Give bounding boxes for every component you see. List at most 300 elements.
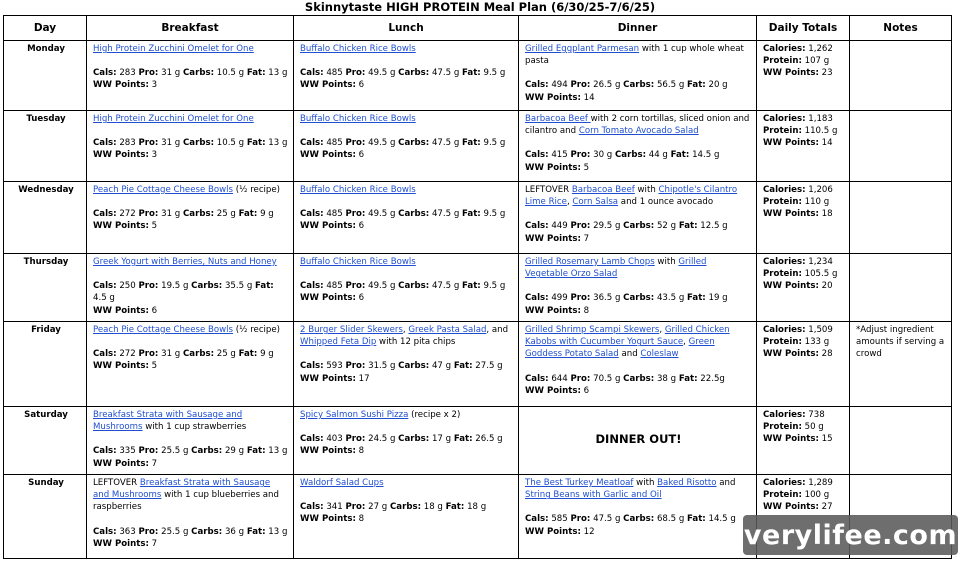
nutrition-value-cals: 283 <box>119 68 136 79</box>
nutrition-line <box>525 292 752 304</box>
total-value-calories: 1,183 <box>808 114 833 124</box>
breakfast-cell <box>87 254 294 322</box>
nutrition-label-fat: Fat: <box>246 526 266 537</box>
nutrition-value-pro: 31 g <box>161 349 181 360</box>
total-label-calories: Calories: <box>763 478 806 488</box>
nutrition-value-fat: 19 g <box>708 293 728 304</box>
lunch-cell <box>294 475 519 559</box>
nutrition-value-fat: 9 g <box>260 349 274 360</box>
recipe-link[interactable]: Grilled Chicken Kabobs with Cucumber Yogurt Sauce <box>525 325 730 348</box>
total-value-protein: 110.5 g <box>804 126 838 137</box>
nutrition-label-cals: Cals: <box>93 281 117 292</box>
nutrition-label-carbs: Carbs: <box>623 221 655 232</box>
nutrition-line <box>93 445 289 457</box>
ww-points-value: 3 <box>151 80 158 91</box>
meal-text: with 1 cup strawberries <box>142 422 247 433</box>
nutrition-label-pro: Pro: <box>138 281 159 292</box>
nutrition-value-cals: 363 <box>119 526 136 537</box>
nutrition-label-cals: Cals: <box>300 68 324 79</box>
nutrition-label-cals: Cals: <box>93 68 117 79</box>
lunch-cell <box>294 407 519 475</box>
recipe-link[interactable]: Chipotle's Cilantro Lime Rice <box>525 185 738 208</box>
ww-points-label: WW Points: <box>93 361 149 372</box>
nutrition-label-carbs: Carbs: <box>398 281 430 292</box>
nutrition-value-fat: 13 g <box>268 446 288 457</box>
nutrition-line <box>300 67 514 79</box>
total-value-ww: 20 <box>821 281 833 292</box>
recipe-link[interactable]: 2 Burger Slider Skewers <box>300 325 403 335</box>
total-protein-line <box>763 336 845 348</box>
recipe-link[interactable]: High Protein Zucchini Omelet for One <box>93 114 254 124</box>
nutrition-label-fat: Fat: <box>462 138 481 149</box>
recipe-link[interactable]: Peach Pie Cottage Cheese Bowls <box>93 325 234 335</box>
page-title: Skinnytaste HIGH PROTEIN Meal Plan (6/30/25-7/6/25) <box>304 0 656 14</box>
lunch-cell <box>294 182 519 254</box>
ww-points-value: 14 <box>583 92 595 103</box>
nutrition-label-fat: Fat: <box>255 281 274 292</box>
total-label-ww: WW Points: <box>763 138 819 149</box>
ww-points-line <box>93 220 289 232</box>
nutrition-value-cals: 585 <box>551 514 568 525</box>
nutrition-label-cals: Cals: <box>93 138 117 149</box>
nutrition-label-cals: Cals: <box>300 281 324 292</box>
total-value-calories: 1,289 <box>808 478 833 488</box>
total-label-protein: Protein: <box>763 56 802 67</box>
total-label-ww: WW Points: <box>763 434 819 445</box>
header-daily-totals: Daily Totals <box>757 16 850 41</box>
total-protein-line <box>763 268 845 280</box>
nutrition-value-pro: 31.5 g <box>368 361 396 372</box>
ww-points-label: WW Points: <box>525 92 581 103</box>
ww-points-label: WW Points: <box>93 458 149 469</box>
breakfast-description <box>93 43 289 55</box>
nutrition-line <box>300 208 514 220</box>
nutrition-value-fat: 4.5 g <box>93 293 115 304</box>
ww-points-value: 6 <box>358 221 365 232</box>
nutrition-value-pro: 49.5 g <box>368 209 396 220</box>
recipe-link[interactable]: Breakfast Strata with Sausage and Mushrooms <box>93 410 243 433</box>
recipe-link[interactable]: Greek Yogurt with Berries, Nuts and Honey <box>93 257 277 267</box>
ww-points-label: WW Points: <box>300 293 356 304</box>
nutrition-value-fat: 9.5 g <box>483 138 506 149</box>
nutrition-label-carbs: Carbs: <box>182 138 215 149</box>
nutrition-value-carbs: 68.5 g <box>656 514 685 525</box>
nutrition-value-carbs: 25 g <box>216 349 236 360</box>
nutrition-label-fat: Fat: <box>246 68 266 79</box>
meal-text: LEFTOVER <box>525 185 572 195</box>
meal-text: and <box>618 349 641 360</box>
header-notes: Notes <box>850 16 952 41</box>
dinner-out-label: DINNER OUT! <box>595 431 682 446</box>
nutrition-value-fat: 26.5 g <box>475 434 503 445</box>
meal-text: , <box>402 325 409 335</box>
recipe-link[interactable]: Coleslaw <box>640 349 679 360</box>
recipe-link[interactable]: Grilled Vegetable Orzo Salad <box>525 257 707 280</box>
total-protein-line <box>763 196 845 208</box>
nutrition-value-carbs: 47.5 g <box>431 209 460 220</box>
recipe-link[interactable]: The Best Turkey Meatloaf <box>525 478 634 488</box>
lunch-description <box>300 409 514 421</box>
nutrition-label-cals: Cals: <box>525 221 549 232</box>
meal-text: , and <box>486 325 509 335</box>
nutrition-label-carbs: Carbs: <box>623 293 655 304</box>
watermark-text: verylifee.com <box>743 519 958 551</box>
nutrition-value-carbs: 44 g <box>648 150 668 161</box>
recipe-link[interactable]: Grilled Rosemary Lamb Chops <box>525 257 655 267</box>
meal-text: and <box>716 478 736 488</box>
lunch-cell <box>294 41 519 111</box>
total-ww-line <box>763 501 845 513</box>
table-row <box>4 41 952 111</box>
ww-points-label: WW Points: <box>300 373 356 384</box>
nutrition-label-fat: Fat: <box>462 209 481 220</box>
header-row <box>4 16 952 41</box>
meal-text: (recipe x 2) <box>408 410 461 420</box>
breakfast-description <box>93 477 289 514</box>
nutrition-label-cals: Cals: <box>300 138 324 149</box>
nutrition-label-fat: Fat: <box>453 434 473 445</box>
recipe-link[interactable]: Whipped Feta Dip <box>300 337 377 348</box>
ww-points-line <box>300 149 514 161</box>
nutrition-value-fat: 18 g <box>467 502 487 513</box>
ww-points-label: WW Points: <box>300 80 356 91</box>
nutrition-value-fat: 9.5 g <box>483 209 506 220</box>
meal-text: LEFTOVER <box>93 478 140 488</box>
recipe-link[interactable]: Corn Salsa <box>572 197 619 208</box>
nutrition-line <box>93 67 289 79</box>
nutrition-label-fat: Fat: <box>453 361 473 372</box>
nutrition-label-carbs: Carbs: <box>191 446 223 457</box>
recipe-link[interactable]: Grilled Shrimp Scampi Skewers <box>525 325 660 335</box>
breakfast-cell <box>87 182 294 254</box>
total-label-protein: Protein: <box>763 337 802 348</box>
nutrition-label-cals: Cals: <box>525 373 549 384</box>
nutrition-value-cals: 250 <box>119 281 136 292</box>
nutrition-label-carbs: Carbs: <box>398 68 430 79</box>
ww-points-line <box>300 292 514 304</box>
ww-points-value: 7 <box>151 458 158 469</box>
nutrition-value-cals: 485 <box>326 209 343 220</box>
nutrition-line <box>93 208 289 220</box>
meal-plan-table <box>3 15 952 559</box>
total-ww-line <box>763 208 845 220</box>
total-label-calories: Calories: <box>763 114 806 124</box>
total-calories-line <box>763 409 845 421</box>
dinner-cell <box>519 475 757 559</box>
nutrition-value-pro: 29.5 g <box>593 221 621 232</box>
nutrition-label-pro: Pro: <box>345 434 366 445</box>
recipe-link[interactable]: Barbacoa Beef <box>571 185 635 195</box>
ww-points-label: WW Points: <box>300 446 356 457</box>
nutrition-value-pro: 47.5 g <box>593 514 621 525</box>
breakfast-description <box>93 184 289 196</box>
recipe-link[interactable]: Spicy Salmon Sushi Pizza <box>300 410 409 420</box>
nutrition-label-carbs: Carbs: <box>623 373 655 384</box>
nutrition-value-carbs: 43.5 g <box>656 293 685 304</box>
ww-points-value: 3 <box>151 150 158 161</box>
notes-cell <box>850 41 952 111</box>
recipe-link[interactable]: String Beans with Garlic and Oil <box>525 490 662 501</box>
table-row <box>4 254 952 322</box>
recipe-link[interactable]: Green Goddess Potato Salad <box>525 337 715 360</box>
recipe-link[interactable]: Buffalo Chicken Rice Bowls <box>300 44 416 54</box>
nutrition-label-fat: Fat: <box>687 293 706 304</box>
recipe-link[interactable]: Peach Pie Cottage Cheese Bowls <box>93 185 234 195</box>
header-breakfast: Breakfast <box>87 16 294 41</box>
total-ww-line <box>763 348 845 360</box>
ww-points-value: 7 <box>583 233 590 244</box>
nutrition-value-cals: 494 <box>551 80 568 91</box>
nutrition-line <box>525 149 752 161</box>
nutrition-label-cals: Cals: <box>93 209 117 220</box>
nutrition-label-carbs: Carbs: <box>623 80 655 91</box>
total-value-protein: 133 g <box>804 337 830 348</box>
nutrition-value-fat: 13 g <box>268 138 288 149</box>
nutrition-label-pro: Pro: <box>138 349 159 360</box>
nutrition-label-carbs: Carbs: <box>191 526 223 537</box>
nutrition-label-pro: Pro: <box>570 373 591 384</box>
ww-points-label: WW Points: <box>525 162 581 173</box>
ww-points-value: 5 <box>583 162 590 173</box>
ww-points-label: WW Points: <box>525 526 581 537</box>
total-ww-line <box>763 280 845 292</box>
watermark <box>743 515 958 555</box>
recipe-link[interactable]: Buffalo Chicken Rice Bowls <box>300 257 416 267</box>
meal-text: , <box>566 197 573 208</box>
nutrition-value-pro: 36.5 g <box>593 293 621 304</box>
lunch-cell <box>294 322 519 407</box>
nutrition-line <box>300 360 514 372</box>
total-label-ww: WW Points: <box>763 502 819 513</box>
total-protein-line <box>763 489 845 501</box>
lunch-cell <box>294 254 519 322</box>
nutrition-label-pro: Pro: <box>345 502 366 513</box>
nutrition-value-pro: 70.5 g <box>593 373 621 384</box>
ww-points-line <box>525 162 752 174</box>
nutrition-line <box>300 280 514 292</box>
nutrition-value-pro: 26.5 g <box>593 80 621 91</box>
nutrition-line <box>300 501 514 513</box>
ww-points-line <box>93 79 289 91</box>
day-label: Wednesday <box>4 182 87 254</box>
breakfast-description <box>93 256 289 268</box>
nutrition-label-pro: Pro: <box>345 138 366 149</box>
day-label: Saturday <box>4 407 87 475</box>
nutrition-value-fat: 9.5 g <box>483 68 506 79</box>
nutrition-label-pro: Pro: <box>138 68 159 79</box>
nutrition-label-pro: Pro: <box>138 446 159 457</box>
header-lunch: Lunch <box>294 16 519 41</box>
total-label-ww: WW Points: <box>763 281 819 292</box>
table-row <box>4 407 952 475</box>
total-label-protein: Protein: <box>763 422 802 433</box>
recipe-link[interactable]: Breakfast Strata with Sausage and Mushrooms <box>93 478 271 501</box>
ww-points-line <box>525 92 752 104</box>
total-label-ww: WW Points: <box>763 68 819 79</box>
ww-points-label: WW Points: <box>93 80 149 91</box>
nutrition-label-cals: Cals: <box>300 361 324 372</box>
dinner-cell <box>519 322 757 407</box>
total-label-protein: Protein: <box>763 126 802 137</box>
meal-text: (½ recipe) <box>233 185 281 195</box>
ww-points-label: WW Points: <box>300 221 356 232</box>
nutrition-value-pro: 49.5 g <box>368 68 396 79</box>
ww-points-label: WW Points: <box>93 538 149 549</box>
ww-points-value: 7 <box>151 538 158 549</box>
total-protein-line <box>763 125 845 137</box>
nutrition-label-fat: Fat: <box>462 68 481 79</box>
nutrition-value-pro: 30 g <box>593 150 613 161</box>
meal-text: with 1 cup whole wheat pasta <box>525 44 744 67</box>
nutrition-label-fat: Fat: <box>678 373 698 384</box>
recipe-link[interactable]: Buffalo Chicken Rice Bowls <box>300 185 416 195</box>
ww-points-line <box>525 305 752 317</box>
daily-totals-cell <box>757 322 850 407</box>
dinner-description <box>525 184 752 208</box>
ww-points-value: 6 <box>583 385 590 396</box>
ww-points-value: 5 <box>151 361 158 372</box>
total-label-ww: WW Points: <box>763 349 819 360</box>
nutrition-value-cals: 272 <box>119 349 136 360</box>
table-row <box>4 322 952 407</box>
total-value-ww: 23 <box>821 68 833 79</box>
nutrition-value-cals: 283 <box>119 138 136 149</box>
total-value-protein: 105.5 g <box>804 269 838 280</box>
total-calories-line <box>763 184 845 196</box>
daily-totals-cell <box>757 41 850 111</box>
lunch-cell <box>294 111 519 182</box>
ww-points-value: 8 <box>583 305 590 316</box>
total-protein-line <box>763 421 845 433</box>
total-value-protein: 107 g <box>804 56 830 67</box>
recipe-link[interactable]: Buffalo Chicken Rice Bowls <box>300 114 416 124</box>
total-value-ww: 28 <box>821 349 833 360</box>
ww-points-line <box>93 305 289 317</box>
day-label: Thursday <box>4 254 87 322</box>
nutrition-label-fat: Fat: <box>238 349 258 360</box>
nutrition-value-fat: 14.5 g <box>692 150 720 161</box>
day-label: Sunday <box>4 475 87 559</box>
ww-points-line <box>525 526 752 538</box>
recipe-link[interactable]: Baked Risotto <box>657 478 717 488</box>
daily-totals-cell <box>757 182 850 254</box>
ww-points-value: 17 <box>358 373 370 384</box>
notes-cell <box>850 111 952 182</box>
nutrition-value-cals: 644 <box>551 373 568 384</box>
meal-text: and 1 ounce avocado <box>618 197 714 208</box>
nutrition-value-carbs: 56.5 g <box>656 80 685 91</box>
total-label-protein: Protein: <box>763 197 802 208</box>
meal-plan-body <box>4 41 952 559</box>
nutrition-label-carbs: Carbs: <box>398 434 430 445</box>
daily-totals-cell <box>757 111 850 182</box>
breakfast-cell <box>87 407 294 475</box>
total-label-calories: Calories: <box>763 325 806 335</box>
nutrition-value-carbs: 47.5 g <box>431 281 460 292</box>
nutrition-value-fat: 20 g <box>708 80 728 91</box>
notes-cell <box>850 254 952 322</box>
nutrition-value-pro: 25.5 g <box>161 446 189 457</box>
nutrition-value-pro: 25.5 g <box>161 526 189 537</box>
ww-points-line <box>93 360 289 372</box>
day-label: Monday <box>4 41 87 111</box>
recipe-link[interactable]: High Protein Zucchini Omelet for One <box>93 44 254 54</box>
nutrition-value-carbs: 47.5 g <box>431 68 460 79</box>
ww-points-line <box>93 538 289 550</box>
total-label-ww: WW Points: <box>763 209 819 220</box>
nutrition-line <box>300 433 514 445</box>
lunch-description <box>300 184 514 196</box>
recipe-link[interactable]: Corn Tomato Avocado Salad <box>578 126 699 137</box>
nutrition-value-fat: 13 g <box>268 526 288 537</box>
nutrition-value-fat: 12.5 g <box>700 221 728 232</box>
header-day: Day <box>4 16 87 41</box>
ww-points-line <box>300 373 514 385</box>
ww-points-line <box>300 220 514 232</box>
nutrition-value-fat: 27.5 g <box>475 361 503 372</box>
total-value-protein: 110 g <box>804 197 830 208</box>
total-value-ww: 27 <box>821 502 833 513</box>
nutrition-label-cals: Cals: <box>93 446 117 457</box>
dinner-cell <box>519 41 757 111</box>
total-label-protein: Protein: <box>763 490 802 501</box>
nutrition-value-cals: 341 <box>326 502 343 513</box>
nutrition-value-cals: 499 <box>551 293 568 304</box>
nutrition-label-carbs: Carbs: <box>182 349 215 360</box>
ww-points-value: 6 <box>358 293 365 304</box>
nutrition-value-carbs: 17 g <box>431 434 452 445</box>
nutrition-label-cals: Cals: <box>93 349 117 360</box>
nutrition-label-carbs: Carbs: <box>623 514 655 525</box>
recipe-link[interactable]: Barbacoa Beef <box>525 114 591 124</box>
nutrition-value-pro: 49.5 g <box>368 281 396 292</box>
meal-text: with <box>654 257 679 267</box>
ww-points-label: WW Points: <box>525 385 581 396</box>
total-label-protein: Protein: <box>763 269 802 280</box>
nutrition-label-carbs: Carbs: <box>398 209 430 220</box>
nutrition-label-fat: Fat: <box>462 281 481 292</box>
total-value-calories: 1,206 <box>808 185 833 195</box>
daily-totals-cell <box>757 254 850 322</box>
table-row <box>4 182 952 254</box>
notes-cell <box>850 182 952 254</box>
nutrition-value-cals: 415 <box>551 150 568 161</box>
dinner-description <box>525 43 752 67</box>
nutrition-value-carbs: 29 g <box>224 446 245 457</box>
ww-points-value: 12 <box>583 526 595 537</box>
total-value-calories: 738 <box>808 410 825 420</box>
dinner-cell <box>519 111 757 182</box>
nutrition-value-cals: 485 <box>326 281 343 292</box>
total-label-calories: Calories: <box>763 44 806 54</box>
total-value-protein: 100 g <box>804 490 830 501</box>
recipe-link[interactable]: Greek Pasta Salad <box>408 325 487 335</box>
ww-points-value: 6 <box>151 305 158 316</box>
ww-points-label: WW Points: <box>93 305 149 316</box>
nutrition-label-pro: Pro: <box>138 138 159 149</box>
dinner-description <box>525 477 752 501</box>
recipe-link[interactable]: Grilled Eggplant Parmesan <box>525 44 640 54</box>
nutrition-value-carbs: 38 g <box>656 373 677 384</box>
daily-totals-cell <box>757 407 850 475</box>
ww-points-value: 6 <box>358 150 365 161</box>
ww-points-value: 8 <box>358 446 365 457</box>
nutrition-label-cals: Cals: <box>525 514 549 525</box>
recipe-link[interactable]: Waldorf Salad Cups <box>300 478 384 488</box>
nutrition-line <box>525 79 752 91</box>
nutrition-label-carbs: Carbs: <box>182 68 215 79</box>
ww-points-label: WW Points: <box>525 305 581 316</box>
